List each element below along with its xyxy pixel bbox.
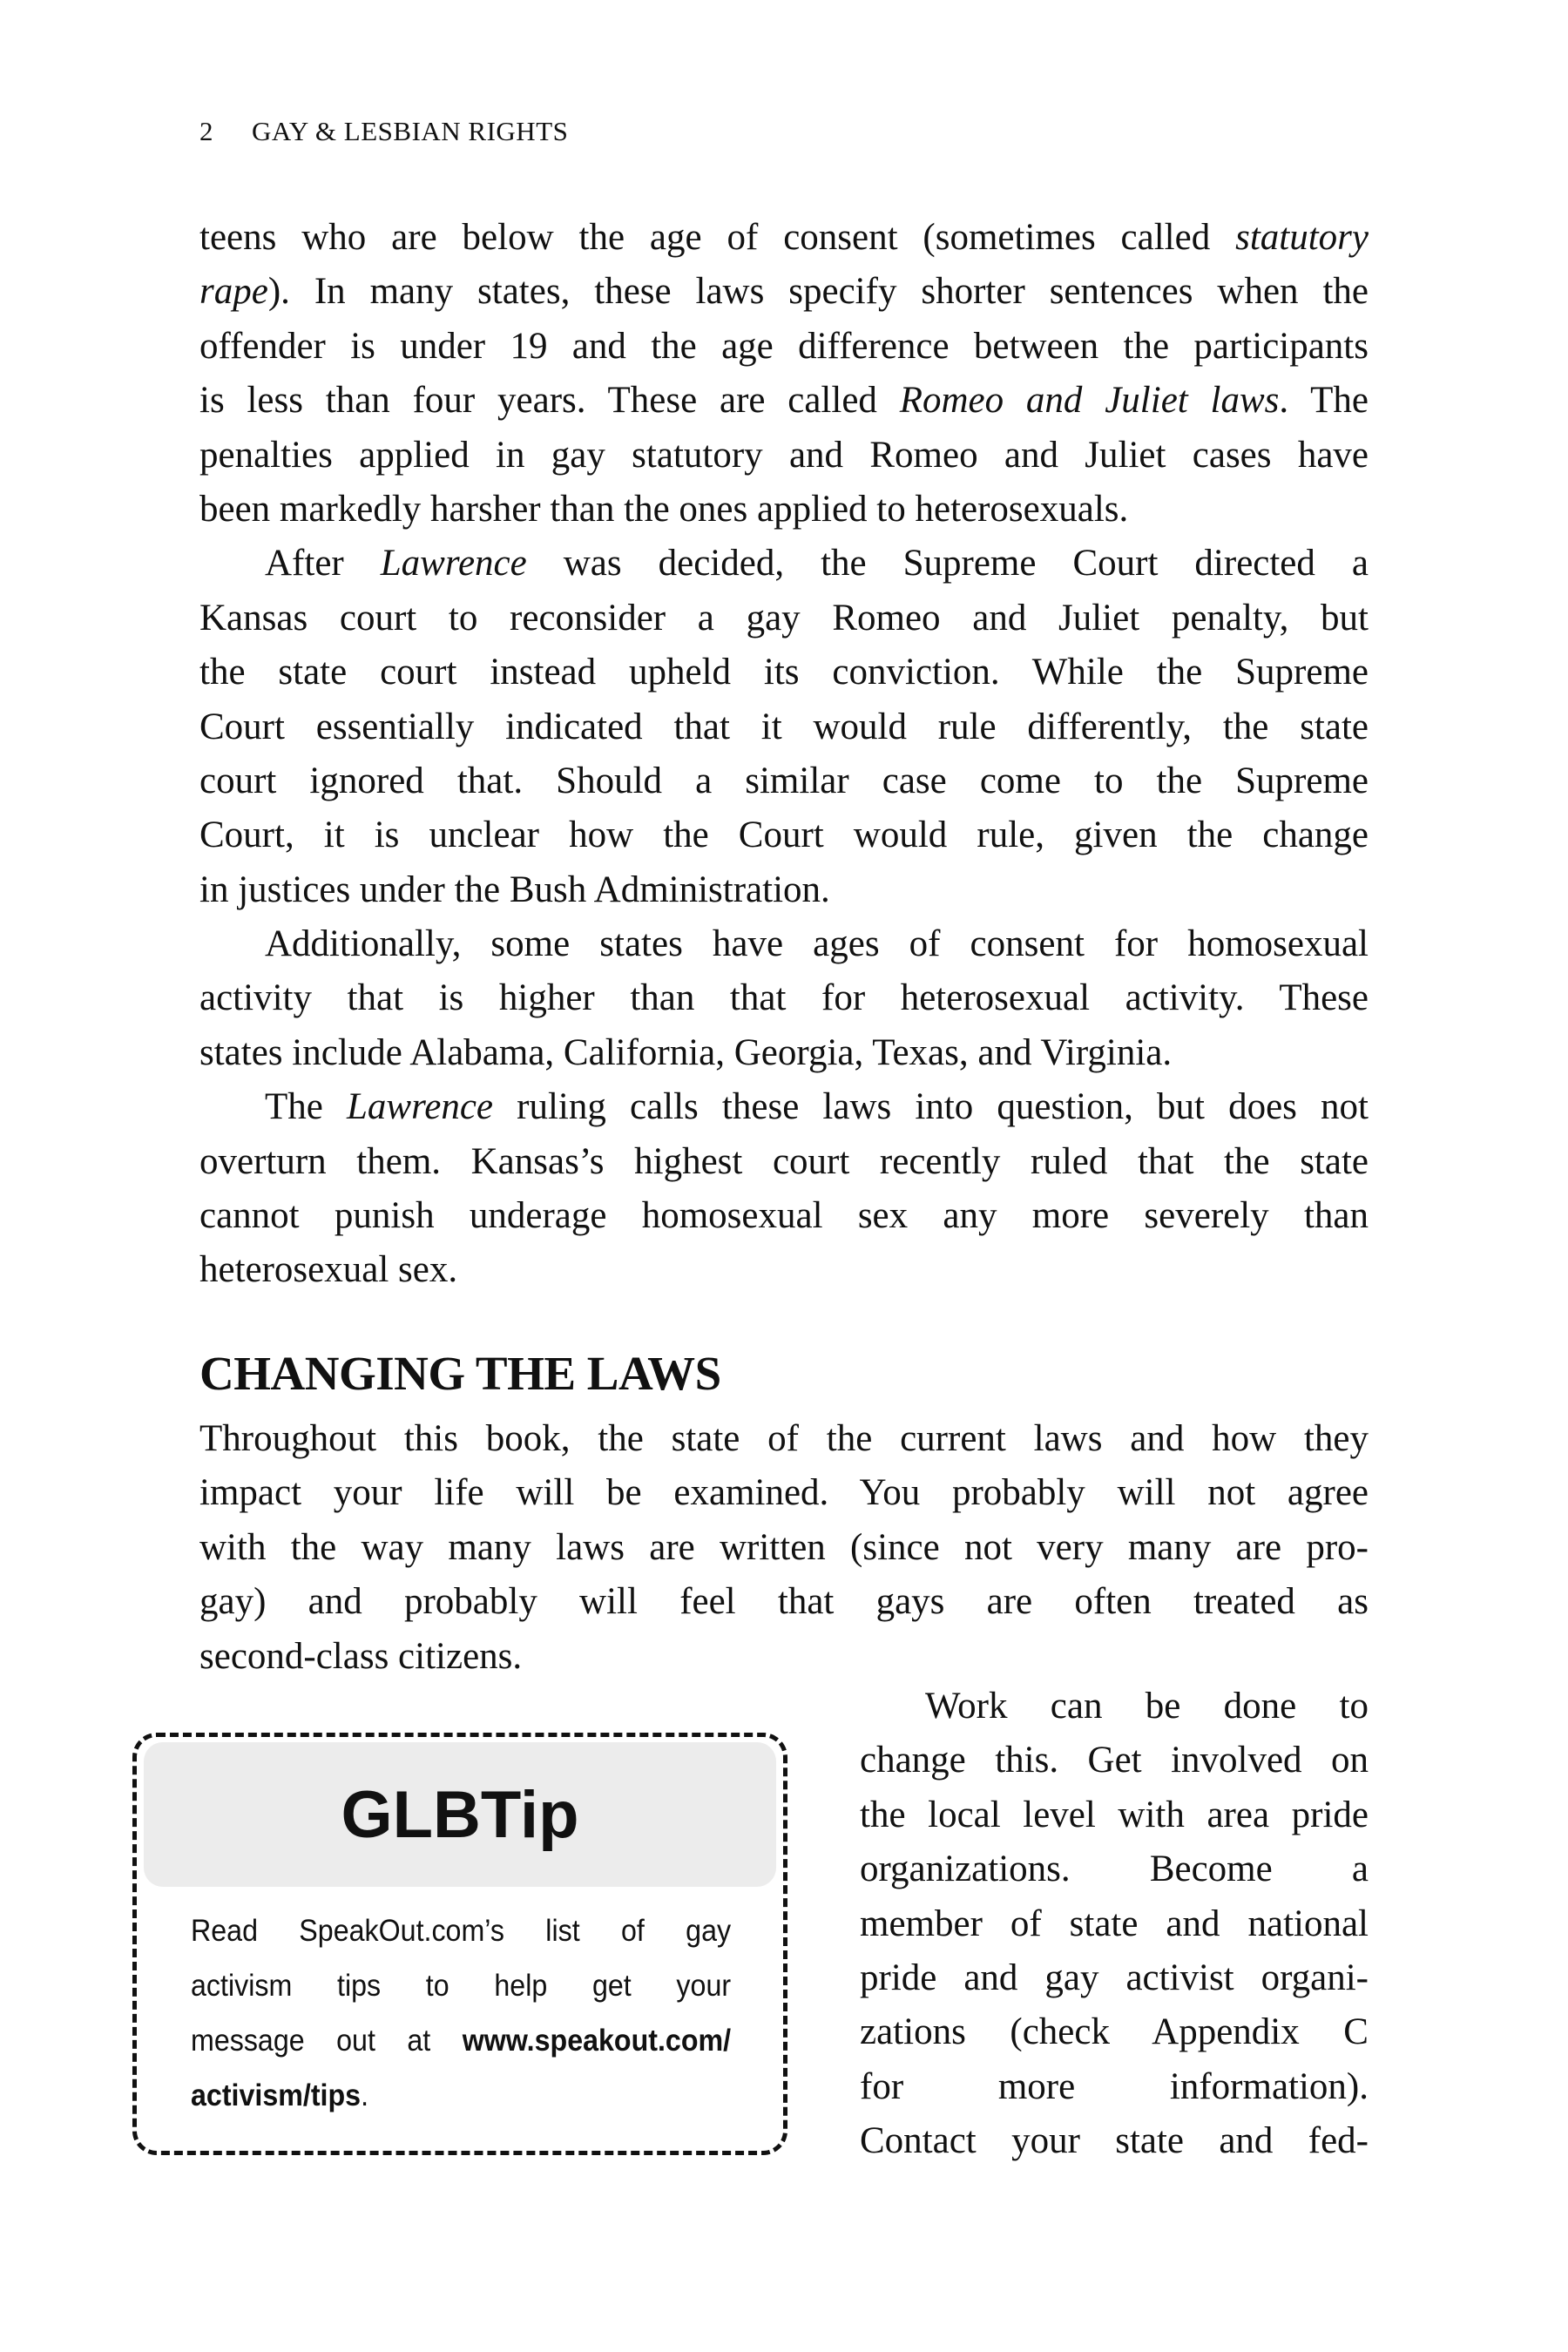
text-line	[199, 863, 1369, 917]
tip-body	[191, 1903, 732, 2123]
page-number: 2	[199, 116, 213, 146]
italic-text: statutory	[1235, 217, 1369, 258]
text-line	[199, 1521, 1369, 1575]
text-segment: After	[265, 543, 381, 585]
text-line	[199, 1243, 1369, 1297]
text-segment: heterosexual sex.	[199, 1249, 458, 1291]
text-segment: The	[265, 1086, 347, 1128]
text-segment: Additionally, some states have ages of consent for homosexual	[265, 923, 1369, 965]
text-segment: Court, it is unclear how the Court would rule, given the change	[199, 814, 1369, 856]
text-line	[860, 1734, 1369, 1788]
text-line	[191, 1903, 731, 1958]
text-segment: ). In many states, these laws specify shorter sentences when the	[267, 271, 1369, 313]
text-segment: activism tips to help get your	[191, 1969, 732, 2003]
right-column-text	[860, 1680, 1369, 2169]
text-segment: member of state and national	[860, 1903, 1369, 1944]
text-segment: is less than four years. These are called	[199, 380, 900, 422]
tip-box	[132, 1733, 787, 2155]
text-segment: Court essentially indicated that it would rule differently, the state	[199, 706, 1369, 747]
italic-text: Lawrence	[380, 543, 527, 585]
text-segment: Throughout this book, the state of the current laws and how they	[199, 1418, 1369, 1459]
section-body-text	[199, 1412, 1369, 1684]
text-segment: for more information).	[860, 2065, 1369, 2107]
text-line	[199, 1026, 1369, 1080]
text-segment: Work can be done to	[925, 1686, 1369, 1727]
text-line	[860, 2060, 1369, 2114]
text-segment: zations (check Appendix C	[860, 2011, 1369, 2053]
text-line	[199, 1412, 1369, 1466]
text-segment: with the way many laws are written (since not very many are pro-	[199, 1526, 1369, 1568]
text-line	[199, 374, 1369, 428]
text-line	[199, 211, 1369, 265]
text-segment: ruling calls these laws into question, but does not	[493, 1086, 1369, 1128]
text-segment: message out at	[191, 2024, 463, 2058]
text-segment: .	[361, 2078, 369, 2112]
text-line	[191, 2013, 731, 2068]
text-line	[860, 1842, 1369, 1896]
text-segment: pride and gay activist organi-	[860, 1957, 1369, 1998]
text-segment: in justices under the Bush Administration.	[199, 868, 830, 910]
text-segment: the state court instead upheld its conviction. While the Supreme	[199, 652, 1369, 693]
text-line	[860, 2005, 1369, 2059]
text-segment: offender is under 19 and the age difference between the participants	[199, 325, 1369, 367]
text-segment: was decided, the Supreme Court directed a	[526, 543, 1369, 585]
italic-text: rape	[199, 271, 268, 313]
text-line	[199, 265, 1369, 319]
body-text	[199, 211, 1369, 1298]
text-line	[199, 320, 1369, 374]
text-line	[199, 1466, 1369, 1520]
text-segment: second-class citizens.	[199, 1635, 523, 1677]
text-segment: organizations. Become a	[860, 1848, 1369, 1890]
text-segment: impact your life will be examined. You probably will not agree	[199, 1472, 1369, 1514]
text-line	[860, 1897, 1369, 1951]
section-heading: CHANGING THE LAWS	[199, 1347, 721, 1400]
text-line	[199, 917, 1369, 971]
text-line	[199, 645, 1369, 700]
text-segment: penalties applied in gay statutory and Romeo and Juliet cases have	[199, 434, 1369, 476]
text-segment: Kansas court to reconsider a gay Romeo and Juliet penalty, but	[199, 597, 1369, 639]
text-segment: the local level with area pride	[860, 1794, 1369, 1835]
text-segment: gay) and probably will feel that gays are often treated as	[199, 1581, 1369, 1623]
text-line	[199, 971, 1369, 1025]
text-segment: Contact your state and fed-	[860, 2120, 1369, 2162]
text-segment: cannot punish underage homosexual sex any more severely than	[199, 1195, 1369, 1237]
text-segment: overturn them. Kansas’s highest court recently ruled that the state	[199, 1140, 1369, 1182]
italic-text: Romeo and Juliet laws	[899, 380, 1280, 422]
text-segment: teens who are below the age of consent (sometimes called	[199, 217, 1236, 258]
text-segment: states include Alabama, California, Georgia, Texas, and Virginia.	[199, 1031, 1173, 1073]
text-segment: court ignored that. Should a similar case come to the Supreme	[199, 760, 1369, 801]
bold-link-text: www.speakout.com/	[462, 2024, 732, 2058]
text-line	[199, 754, 1369, 808]
text-line	[860, 1951, 1369, 2005]
tip-title: GLBTip	[144, 1742, 776, 1887]
text-line	[199, 1080, 1369, 1134]
text-line	[199, 1575, 1369, 1629]
text-segment: . The	[1279, 380, 1369, 422]
text-line	[860, 2114, 1369, 2168]
text-line	[199, 483, 1369, 537]
text-line	[199, 537, 1369, 591]
running-title: GAY & LESBIAN RIGHTS	[252, 116, 569, 146]
text-line	[199, 700, 1369, 754]
text-segment: Read SpeakOut.com’s list of gay	[191, 1914, 732, 1948]
text-line	[199, 808, 1369, 862]
text-line	[860, 1788, 1369, 1842]
bold-link-text: activism/tips	[191, 2078, 362, 2112]
text-line	[199, 1135, 1369, 1189]
running-head	[199, 116, 568, 147]
text-line	[191, 1958, 731, 2013]
text-line	[199, 591, 1369, 645]
text-line	[191, 2068, 731, 2123]
text-segment: change this. Get involved on	[860, 1740, 1369, 1781]
text-segment: been markedly harsher than the ones applied to heterosexuals.	[199, 488, 1129, 530]
text-line	[199, 429, 1369, 483]
text-line	[199, 1189, 1369, 1243]
text-line	[199, 1630, 1369, 1684]
text-line	[860, 1680, 1369, 1734]
text-segment: activity that is higher than that for heterosexual activity. These	[199, 977, 1369, 1019]
italic-text: Lawrence	[347, 1086, 493, 1128]
